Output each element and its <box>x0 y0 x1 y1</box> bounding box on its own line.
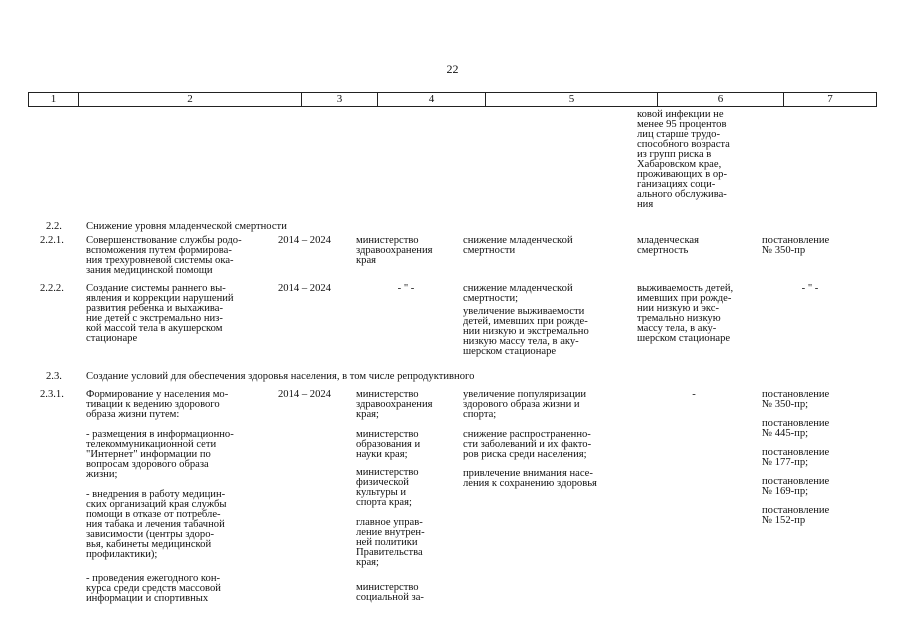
column-header-5: 5 <box>486 93 658 106</box>
section-number: 2.3. <box>46 371 62 382</box>
legal-basis: постановление № 445-пр; <box>762 418 830 439</box>
measure-subitem: - проведения ежегодного кон- курса среди средств массовой информации и спортивных <box>86 573 221 604</box>
row-number: 2.2.1. <box>40 235 64 246</box>
column-header-6: 6 <box>658 93 784 106</box>
page-number: 22 <box>446 62 459 76</box>
measure-name: Формирование у населения мо- тивации к ведению здорового образа жизни путем: <box>86 389 229 420</box>
section-title: Создание условий для обеспечения здоровья населения, в том числе репродуктивного <box>86 371 475 382</box>
executor: министерство физической культуры и спорта края; <box>356 467 419 508</box>
executor: министерство образования и науки края; <box>356 429 421 460</box>
section-title: Снижение уровня младенческой смертности <box>86 221 287 232</box>
column-header-2: 2 <box>79 93 302 106</box>
legal-basis: постановление № 169-пр; <box>762 476 830 497</box>
executor-ditto: - " - <box>397 283 415 294</box>
measure-name: Создание системы раннего вы- явления и коррекции нарушений развития ребенка и выхажива- ние детей с экстремально низ- кой массой тела в акушерском стационаре <box>86 283 234 344</box>
executor: министерство здравоохранения края; <box>356 389 433 420</box>
measure-subitem: - размещения в информационно- телекоммуникационной сети "Интернет" информации по вопросам здорового образа жизни; <box>86 429 234 480</box>
executor: министерство социальной за- <box>356 582 424 603</box>
expected-result: привлечение внимания насе- ления к сохранению здоровья <box>463 468 597 489</box>
indicator-dash: - <box>692 389 696 400</box>
column-header-3: 3 <box>302 93 378 106</box>
expected-result: увеличение выживаемости детей, имевших при рожде- нии низкую и экстремально низкую массу тела, в аку- шерском стационаре <box>463 306 589 357</box>
legal-basis: постановление № 350-пр; <box>762 389 830 410</box>
executor: министерство здравоохранения края <box>356 235 433 266</box>
legal-basis-ditto: - " - <box>801 283 819 294</box>
column-header-1: 1 <box>29 93 79 106</box>
column-header-4: 4 <box>378 93 486 106</box>
indicator: выживаемость детей, имевших при рожде- нии низкую и экс- тремально низкую массу тела, в аку- шерском стационаре <box>637 283 734 344</box>
legal-basis: постановление № 350-пр <box>762 235 830 256</box>
measure-subitem: - внедрения в работу медицин- ских организаций края службы помощи в отказе от потребле- ния табака и лечения табачной зависимости (центры здоро- вья, кабинеты медицинской профилактики); <box>86 489 227 560</box>
expected-result: увеличение популяризации здорового образа жизни и спорта; <box>463 389 587 420</box>
period: 2014 – 2024 <box>278 389 331 400</box>
expected-result: снижение младенческой смертности <box>463 235 573 256</box>
section-number: 2.2. <box>46 221 62 232</box>
row-number: 2.2.2. <box>40 283 64 294</box>
period: 2014 – 2024 <box>278 235 331 246</box>
carryover-indicator-text: ковой инфекции не менее 95 процентов лиц старше трудо- способного возраста из групп риска в Хабаровском крае, проживающих в ор- ганизациях соци- ального обслужива- ния <box>637 109 730 210</box>
period: 2014 – 2024 <box>278 283 331 294</box>
column-header-7: 7 <box>827 93 833 105</box>
table-header-row <box>28 92 877 107</box>
expected-result: снижение распространенно- сти заболеваний и их факто- ров риска среди населения; <box>463 429 592 460</box>
row-number: 2.3.1. <box>40 389 64 400</box>
expected-result: снижение младенческой смертности; <box>463 283 573 304</box>
measure-name: Совершенствование службы родо- вспоможения путем формирова- ния трехуровневой системы ока- зания медицинской помощи <box>86 235 242 276</box>
legal-basis: постановление № 177-пр; <box>762 447 830 468</box>
indicator: младенческая смертность <box>637 235 700 256</box>
executor: главное управ- ление внутрен- ней политики Правительства края; <box>356 517 425 568</box>
legal-basis: постановление № 152-пр <box>762 505 830 526</box>
